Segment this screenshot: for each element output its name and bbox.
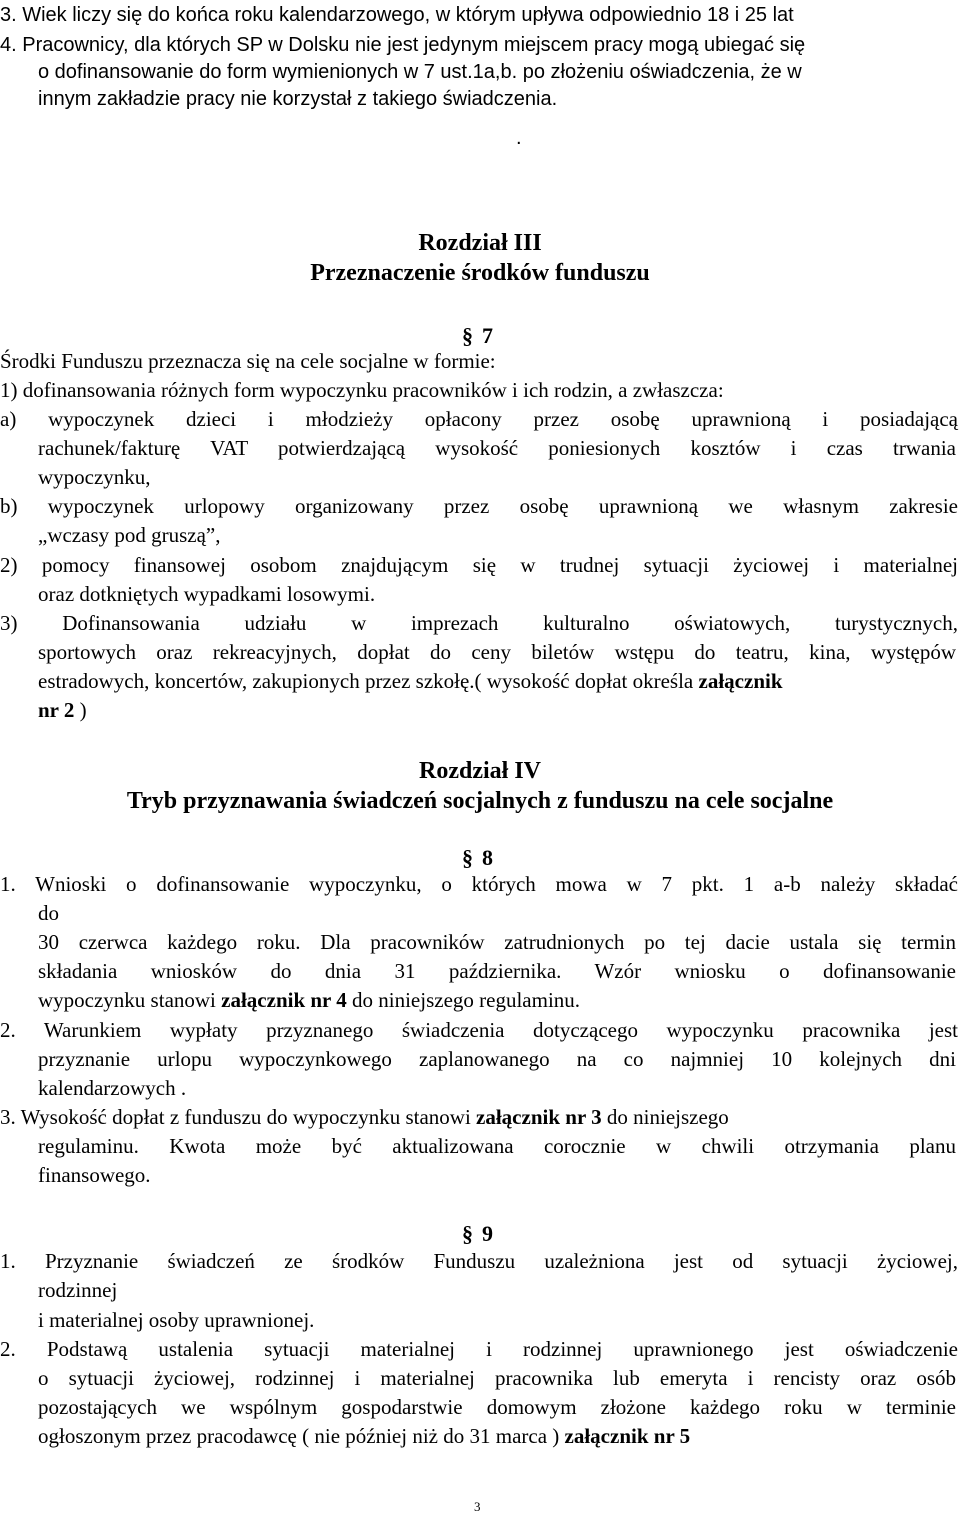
chapter-4-heading: Rozdział IV (419, 758, 541, 784)
p8-item-3-line1 (0, 1107, 729, 1128)
p8-item-1-line5-tail: do niniejszego regulaminu. (346, 988, 581, 1012)
p9-item-1-line1: 1. Przyznanie świadczeń ze środków Funduszu uzależniona jest od sytuacji życiowej, (0, 1249, 958, 1273)
item-3-line4-tail: ) (74, 698, 87, 722)
chapter-4-title: Tryb przyznawania świadczeń socjalnych z funduszu na cele socjalne (126, 788, 834, 814)
paragraph-8-symbol: § (462, 845, 473, 870)
paragraph-7-symbol: § (462, 323, 473, 348)
funds-intro: Środki Funduszu przeznacza się na cele socjalne w formie: (0, 349, 496, 373)
p9-item-2-line4 (38, 1426, 690, 1447)
p9-item-2-line2: o sytuacji życiowej, rodzinnej i materialnej pracownika lub emeryta i rencisty oraz osób (38, 1366, 956, 1390)
p8-item-1-line3: 30 czerwca każdego roku. Dla pracowników zatrudnionych po tej dacie ustala się termin (38, 930, 956, 954)
p9-item-2-line3: pozostających we wspólnym gospodarstwie domowym złożone każdego roku w terminie (38, 1395, 956, 1419)
chapter-3-title: Przeznaczenie środków funduszu (310, 260, 650, 286)
item-1b-line2: „wczasy pod gruszą”, (38, 523, 221, 547)
attachment-2-ref: załącznik (698, 669, 783, 693)
item-3-line3-text: estradowych, koncertów, zakupionych przez szkołę.( wysokość dopłat określa (38, 669, 699, 693)
p9-item-2-line4-text: ogłoszonym przez pracodawcę ( nie później niż do 31 marca ) (38, 1424, 565, 1448)
p8-item-2-line2: przyznanie urlopu wypoczynkowego zaplanowanego na co najmniej 10 kolejnych dni (38, 1047, 956, 1071)
p8-item-1-line4: składania wniosków do dnia 31 października. Wzór wniosku o dofinansowanie (38, 959, 956, 983)
item-1a-line1: a) wypoczynek dzieci i młodzieży opłacony przez osobę uprawnioną i posiadającą (0, 407, 958, 431)
p8-item-2-line3: kalendarzowych . (38, 1076, 187, 1100)
attachment-4-ref: załącznik nr 4 (221, 988, 347, 1012)
p8-item-3-line2: regulaminu. Kwota może być aktualizowana corocznie w chwili otrzymania planu (38, 1134, 956, 1158)
page-number: 3 (474, 1499, 481, 1514)
p8-item-1-line5 (38, 990, 580, 1011)
chapter-3-heading: Rozdział III (418, 230, 542, 256)
paragraph-7-number: 7 (482, 323, 493, 348)
list-item-4: 4. Pracownicy, dla których SP w Dolsku nie jest jedynym miejscem pracy mogą ubiegać się (0, 34, 806, 56)
item-1b-line1: b) wypoczynek urlopowy organizowany przez osobę uprawnioną we własnym zakresie (0, 494, 958, 518)
item-1a-line2: rachunek/fakturę VAT potwierdzającą wysokość poniesionych kosztów i czas trwania (38, 436, 956, 460)
p8-item-2-line1: 2. Warunkiem wypłaty przyznanego świadczenia dotyczącego wypoczynku pracownika jest (0, 1018, 958, 1042)
list-item-3: 3. Wiek liczy się do końca roku kalendarzowego, w którym upływa odpowiednio 18 i 25 lat (0, 4, 794, 26)
item-3-line3 (38, 671, 783, 692)
p8-item-1-line5-text: wypoczynku stanowi (38, 988, 222, 1012)
item-3-line1: 3) Dofinansowania udziału w imprezach kulturalno oświatowych, turystycznych, (0, 611, 958, 635)
paragraph-9-number: 9 (482, 1221, 493, 1246)
item-2-line1: 2) pomocy finansowej osobom znajdującym się w trudnej sytuacji życiowej i materialnej (0, 553, 958, 577)
item-1a-line3: wypoczynku, (38, 465, 151, 489)
item-3-line4 (38, 700, 87, 721)
p8-item-3-line1-text: 3. Wysokość dopłat z funduszu do wypoczynku stanowi (0, 1105, 477, 1129)
p8-item-3-line1-tail: do niniejszego (601, 1105, 729, 1129)
p9-item-1-line3: i materialnej osoby uprawnionej. (38, 1308, 315, 1332)
paragraph-8-number: 8 (482, 845, 493, 870)
item-1: 1) dofinansowania różnych form wypoczynku pracowników i ich rodzin, a zwłaszcza: (0, 378, 724, 402)
item-3-line2: sportowych oraz rekreacyjnych, dopłat do ceny biletów wstępu do teatru, kina, występów (38, 640, 956, 664)
list-item-4-line2: o dofinansowanie do form wymienionych w 7 ust.1a,b. po złożeniu oświadczenia, że w (38, 61, 802, 83)
p8-item-1-line2: do (38, 901, 59, 925)
attachment-2-number: nr 2 (38, 698, 75, 722)
attachment-5-ref: załącznik nr 5 (564, 1424, 691, 1448)
p8-item-3-line3: finansowego. (38, 1163, 151, 1187)
stray-dot: . (516, 127, 522, 149)
p9-item-2-line1: 2. Podstawą ustalenia sytuacji materialnej i rodzinnej uprawnionego jest oświadczenie (0, 1337, 958, 1361)
p9-item-1-line2: rodzinnej (38, 1278, 118, 1302)
paragraph-9-symbol: § (462, 1221, 473, 1246)
attachment-3-ref: załącznik nr 3 (476, 1105, 602, 1129)
p8-item-1-line1: 1. Wnioski o dofinansowanie wypoczynku, o których mowa w 7 pkt. 1 a-b należy składać (0, 872, 958, 896)
list-item-4-line3: innym zakładzie pracy nie korzystał z takiego świadczenia. (38, 88, 558, 110)
item-2-line2: oraz dotkniętych wypadkami losowymi. (38, 582, 376, 606)
